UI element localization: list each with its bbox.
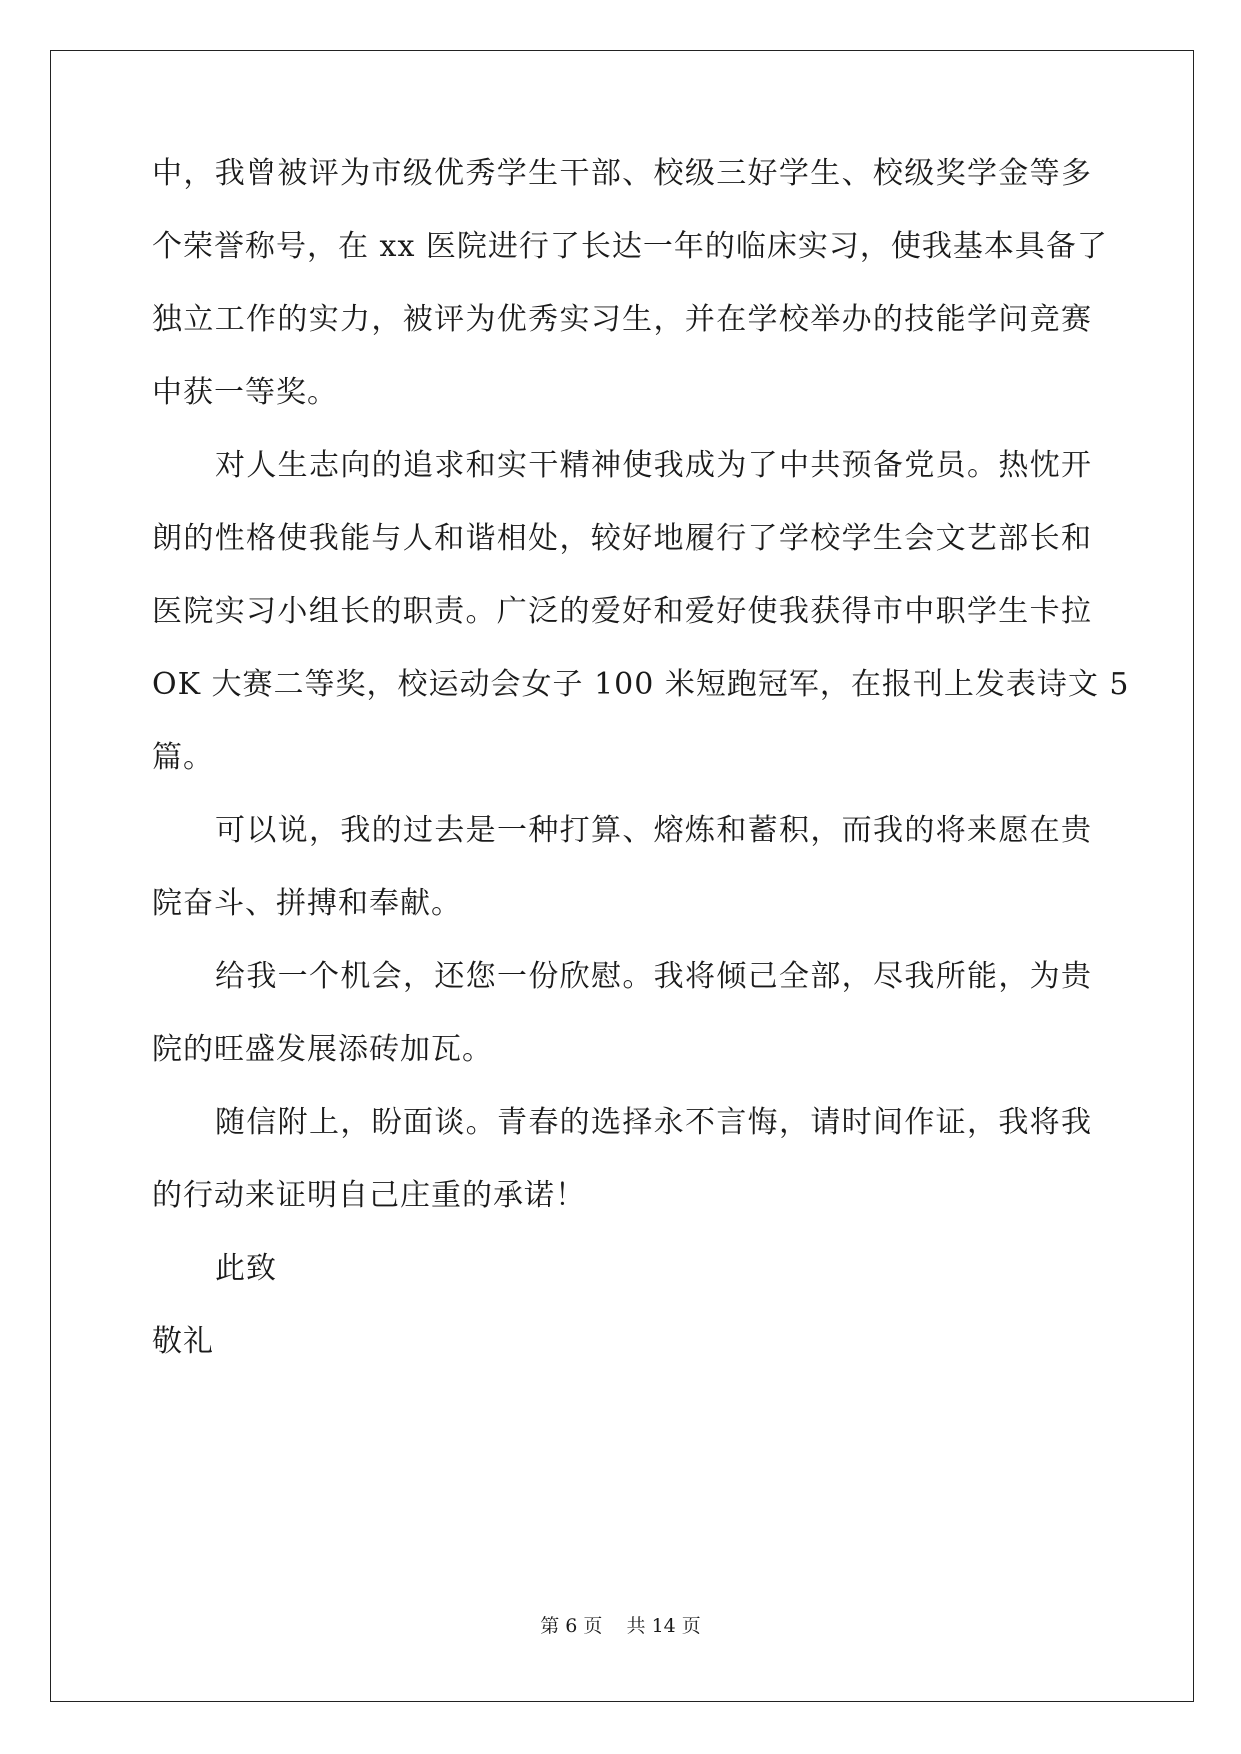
closing-salutation: 此致 xyxy=(215,1251,277,1286)
page-number-footer: 第 6 页 共 14 页 xyxy=(540,1615,701,1637)
closing-regards: 敬礼 xyxy=(152,1324,214,1359)
paragraph-line: 中，我曾被评为市级优秀学生干部、校级三好学生、校级奖学金等多 xyxy=(152,156,1092,191)
paragraph-line: 中获一等奖。 xyxy=(152,375,338,410)
paragraph-line: 可以说，我的过去是一种打算、熔炼和蓄积，而我的将来愿在贵 xyxy=(215,813,1092,848)
paragraph-line: OK 大赛二等奖，校运动会女子 100 米短跑冠军，在报刊上发表诗文 5 xyxy=(152,667,1130,702)
paragraph-line: 篇。 xyxy=(152,740,214,775)
paragraph-line: 医院实习小组长的职责。广泛的爱好和爱好使我获得市中职学生卡拉 xyxy=(152,594,1092,629)
paragraph-line: 的行动来证明自己庄重的承诺！ xyxy=(152,1178,586,1213)
page-border xyxy=(50,50,1194,1702)
paragraph-line: 朗的性格使我能与人和谐相处，较好地履行了学校学生会文艺部长和 xyxy=(152,521,1092,556)
paragraph-line: 独立工作的实力，被评为优秀实习生，并在学校举办的技能学问竞赛 xyxy=(152,302,1092,337)
paragraph-line: 给我一个机会，还您一份欣慰。我将倾己全部，尽我所能，为贵 xyxy=(215,959,1092,994)
paragraph-line: 院的旺盛发展添砖加瓦。 xyxy=(152,1032,493,1067)
paragraph-line: 随信附上，盼面谈。青春的选择永不言悔，请时间作证，我将我 xyxy=(215,1105,1092,1140)
paragraph-line: 个荣誉称号，在 xx 医院进行了长达一年的临床实习，使我基本具备了 xyxy=(152,229,1108,264)
paragraph-line: 对人生志向的追求和实干精神使我成为了中共预备党员。热忱开 xyxy=(215,448,1092,483)
paragraph-line: 院奋斗、拼搏和奉献。 xyxy=(152,886,462,921)
